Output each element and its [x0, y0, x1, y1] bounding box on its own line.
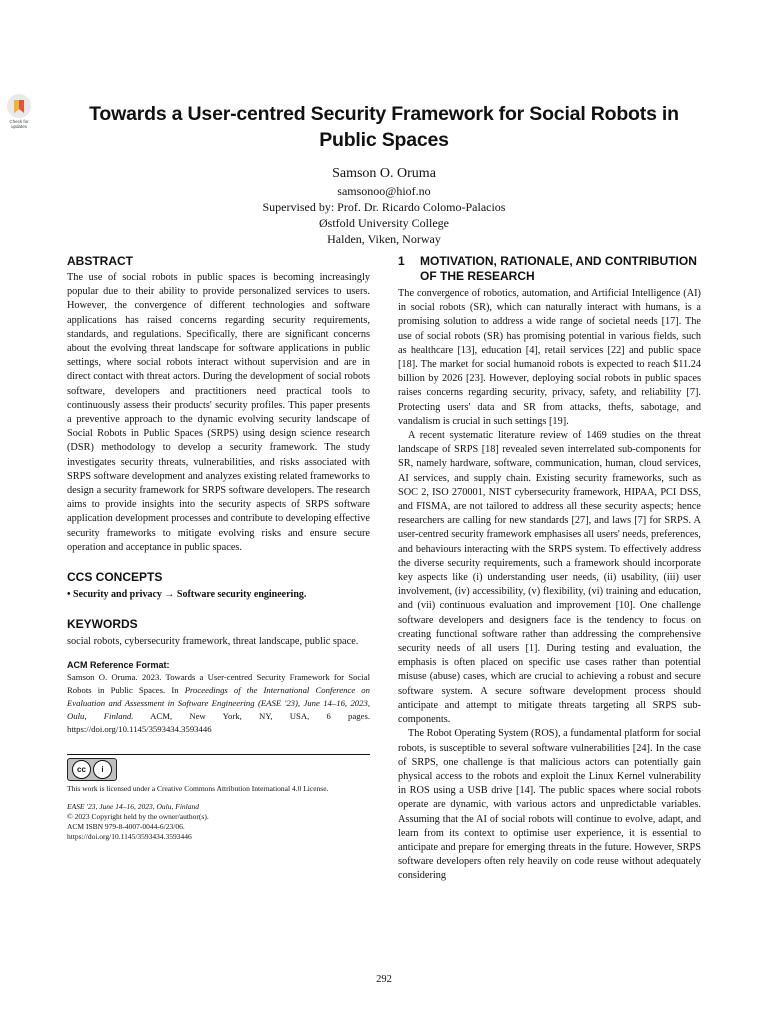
section-paragraph-1: The convergence of robotics, automation, and Artificial Intelligence (AI) in social robots (SR), which can naturally interact with humans, is a promising solution to address a wide range of societal needs [17]. The use of social robots (SR) has promising potential in various fields, such as healthcare [13], education [4], retail services [22] and public space [18]. The market for social humanoid robots is expected to reach $11.24 billion by 2026 [23]. However, deploying social robots in public spaces raises concerns regarding security, privacy, safety, and reliability [7]. Protecting users' data and SR from attacks, thefts, sabotage, and vandalism is crucial in such settings [19]. — [398, 288, 701, 427]
doi-link[interactable]: https://doi.org/10.1145/3593434.3593446 — [67, 832, 192, 842]
abstract-text: The use of social robots in public spaces is becoming increasingly popular due to their ability to provide personalized services to users. However, the convergence of different technologies and software applications has raised concerns regarding security requirements, standards, and regulations. Specifically, there are significant concerns about the evolving threat landscape for software applications in public settings, where social robots interact without supervision and are in direct contact with threat actors. During the development of social robots software, developers and practitioners need practical tools to continuously assess their products' security profiles. This paper presents a preventive approach to the dynamic evolving security landscape of Social Robots in Public Spaces (SRPS) using design science research (DSR) methodology to develop a security framework. The study investigates security threats, vulnerabilities, and risks associated with SRPS software development and analyzes existing related frameworks to design a security framework for SRPS software developers. The research aims to provide insights into the security aspects of SRPS software application development processes and contribute to developing effective security frameworks to mitigate evolving risks and ensure secure operation and acceptance in public spaces. — [67, 272, 370, 553]
section-number: 1 — [398, 254, 405, 268]
location: Halden, Viken, Norway — [327, 232, 441, 246]
cc-icon: cc — [72, 760, 91, 779]
badge-label: Check for updates — [9, 119, 29, 129]
ccs-heading: CCS CONCEPTS — [67, 570, 163, 585]
license-block — [67, 755, 370, 842]
section-title: MOTIVATION, RATIONALE, AND CONTRIBUTION OF THE RESEARCH — [420, 254, 697, 283]
author-name: Samson O. Oruma — [332, 166, 436, 181]
author-email[interactable]: samsonoo@hiof.no — [337, 184, 431, 198]
left-column — [67, 254, 370, 842]
supervisor: Supervised by: Prof. Dr. Ricardo Colomo-Palacios — [262, 200, 506, 214]
update-bookmark-icon — [7, 94, 31, 118]
license-text: This work is licensed under a Creative Commons Attribution International 4.0 License. — [67, 784, 329, 794]
isbn-line: ACM ISBN 979-8-4007-0044-6/23/06. — [67, 822, 185, 832]
copyright-line: © 2023 Copyright held by the owner/author(s). — [67, 812, 209, 822]
conference-line: EASE '23, June 14–16, 2023, Oulu, Finland — [67, 802, 200, 812]
affiliation: Østfold University College — [319, 216, 449, 230]
check-for-updates-badge[interactable] — [6, 94, 32, 129]
right-column — [398, 254, 701, 884]
keywords-heading: KEYWORDS — [67, 617, 138, 632]
reference-format-text: Samson O. Oruma. 2023. Towards a User-centred Security Framework for Social Robots in Public Spaces. In Proceedings of the International Conference on Evaluation and Assessment in Software Engineering (EASE '23), June 14–16, 2023, Oulu, Finland. ACM, New York, NY, USA, 6 pages. https://doi.org/10.1145/3593434.3593446 — [67, 672, 370, 735]
keywords-text: social robots, cybersecurity framework, threat landscape, public space. — [67, 636, 359, 648]
attribution-icon: i — [93, 760, 112, 779]
paper-title: Towards a User-centred Security Framework for Social Robots in Public Spaces — [89, 103, 679, 151]
section-paragraph-2: A recent systematic literature review of 1469 studies on the threat landscape of SRPS [18] revealed seven interrelated sub-components for SR, namely hardware, software, communication, human, cloud services, AI services, and supply chain. Existing security frameworks, such as SOC 2, ISO 270001, NIST cybersecurity framework, HIPAA, PCI DSS, and FISMA, are not tailored to address all these security aspects; hence researchers are calling for new standards [27], and laws [7] for SRPS. A user-centred security framework emphasises all users' needs, preferences, and behaviours interacting with the SRPS system. To effectively address the diverse security requirements, such a framework should incorporate key aspects like (i) understanding user needs, (ii) usability, (iii) user involvement, (iv) accessibility, (v) flexibility, (vi) training and education, and (vii) continuous evaluation and improvement [10]. One challenge software developers and designers face is the tendency to focus on creating functional software rather than addressing the comprehensive security needs of all users [1]. During testing and evaluation, the emphasis is often placed on specific use cases rather than potential misuse (abuse) cases, which are crucial to achieving a robust and secure software system. A secure software development process should anticipate and attempt to mitigate threats targeting all SRPS sub-components. — [398, 430, 701, 726]
section-paragraph-3: The Robot Operating System (ROS), a fundamental platform for social robots, is susceptible to several software vulnerabilities [24]. In the case of SRPS, one challenge is that malicious actors can potentially gain physical access to the robots and exploit the Linux Kernel vulnerability in ROS using a USB drive [14]. The public spaces where social robots operate are dynamic, with various actors and unpredictable variables. Assuming that the AI of social robots will continue to evolve, adapt, and learn from its context to optimise user experience, it is essential to anticipate and prepare for emerging threats in the future. However, SRPS software developers often rely heavily on code reuse without adequately considering — [398, 728, 701, 882]
ccs-text: • Security and privacy → Software security engineering. — [67, 589, 307, 601]
cc-by-logo[interactable] — [67, 758, 117, 781]
page-number: 292 — [376, 974, 392, 985]
abstract-heading: ABSTRACT — [67, 254, 133, 268]
author-block — [184, 165, 584, 247]
section-heading — [398, 254, 701, 284]
reference-format-heading: ACM Reference Format: — [67, 660, 170, 671]
